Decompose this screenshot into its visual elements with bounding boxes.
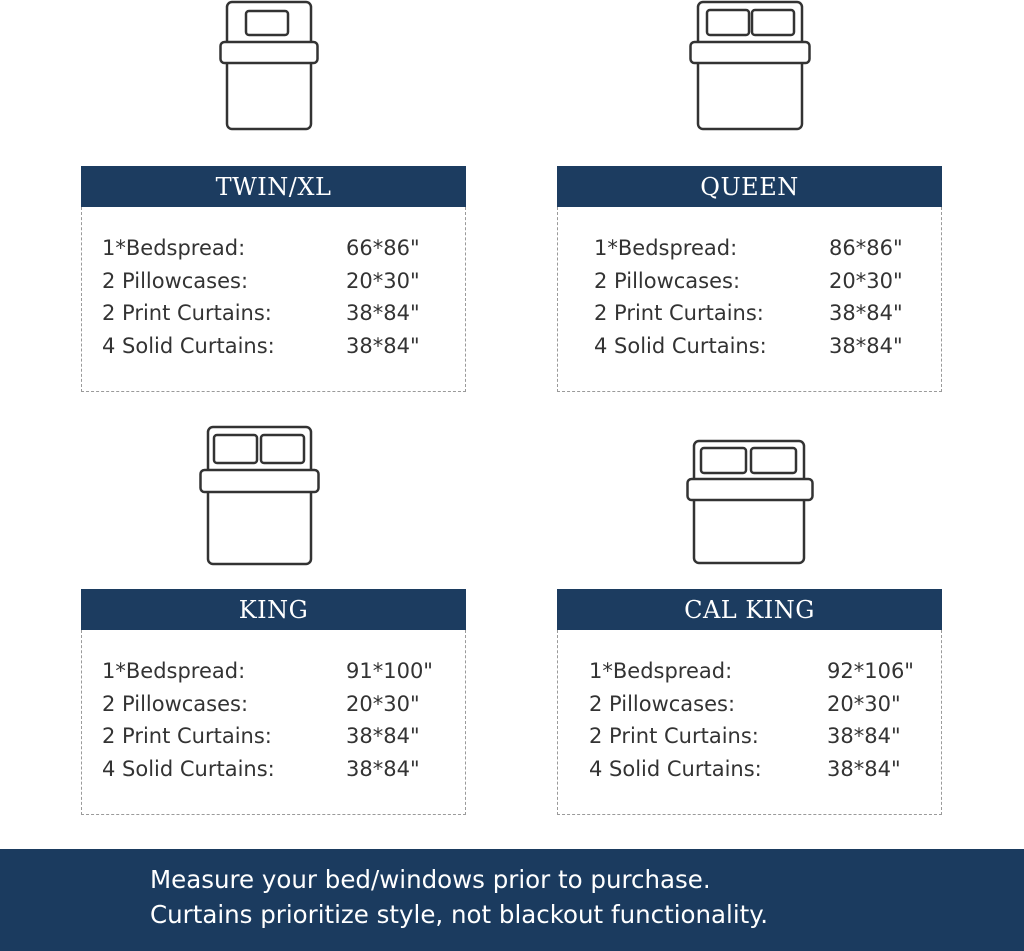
list-item: [82, 297, 465, 330]
item-size: 66*86": [346, 236, 420, 261]
card-cal-king: [557, 589, 942, 815]
king-bed-icon: [199, 425, 321, 567]
item-label: 1*Bedspread:: [102, 659, 246, 684]
list-item: [558, 232, 941, 265]
item-label: 1*Bedspread:: [594, 236, 738, 261]
size-list: [81, 630, 466, 815]
list-item: [82, 265, 465, 298]
item-size: 38*84": [829, 333, 903, 358]
item-size: 38*84": [346, 724, 420, 749]
item-size: 38*84": [827, 724, 901, 749]
list-item: [558, 720, 941, 753]
footer-line-2: Curtains prioritize style, not blackout functionality.: [150, 900, 769, 929]
list-item: [82, 753, 465, 786]
item-size: 20*30": [827, 691, 901, 716]
cal-king-bed-icon: [686, 439, 814, 566]
item-size: 20*30": [346, 691, 420, 716]
item-label: 4 Solid Curtains:: [589, 756, 762, 781]
list-item: [558, 297, 941, 330]
item-label: 2 Pillowcases:: [102, 268, 249, 293]
list-item: [558, 330, 941, 363]
list-item: [82, 232, 465, 265]
card-twin-xl: [81, 166, 466, 392]
item-label: 4 Solid Curtains:: [102, 333, 275, 358]
card-title: QUEEN: [557, 166, 942, 207]
twin-bed-icon: [219, 0, 319, 132]
list-item: [558, 688, 941, 721]
item-size: 91*100": [346, 659, 433, 684]
list-item: [558, 655, 941, 688]
item-size: 38*84": [346, 301, 420, 326]
queen-bed-icon: [689, 0, 811, 132]
item-label: 4 Solid Curtains:: [102, 756, 275, 781]
item-size: 92*106": [827, 659, 914, 684]
item-size: 38*84": [829, 301, 903, 326]
card-king: [81, 589, 466, 815]
list-item: [82, 720, 465, 753]
size-list: [81, 207, 466, 392]
item-label: 1*Bedspread:: [589, 659, 733, 684]
item-label: 2 Print Curtains:: [594, 301, 764, 326]
card-title: KING: [81, 589, 466, 630]
footer-line-1: Measure your bed/windows prior to purchase.: [150, 865, 711, 894]
item-label: 2 Pillowcases:: [589, 691, 736, 716]
list-item: [558, 753, 941, 786]
card-title: CAL KING: [557, 589, 942, 630]
item-label: 2 Print Curtains:: [589, 724, 759, 749]
item-size: 20*30": [346, 268, 420, 293]
size-list: [557, 630, 942, 815]
item-label: 2 Pillowcases:: [594, 268, 741, 293]
item-label: 2 Print Curtains:: [102, 724, 272, 749]
item-size: 86*86": [829, 236, 903, 261]
list-item: [82, 655, 465, 688]
card-title: TWIN/XL: [81, 166, 466, 207]
card-queen: [557, 166, 942, 392]
size-list: [557, 207, 942, 392]
item-label: 2 Print Curtains:: [102, 301, 272, 326]
item-label: 2 Pillowcases:: [102, 691, 249, 716]
item-label: 4 Solid Curtains:: [594, 333, 767, 358]
item-size: 38*84": [827, 756, 901, 781]
item-size: 38*84": [346, 333, 420, 358]
item-size: 20*30": [829, 268, 903, 293]
list-item: [82, 688, 465, 721]
list-item: [558, 265, 941, 298]
item-size: 38*84": [346, 756, 420, 781]
footer-banner: [0, 849, 1024, 951]
list-item: [82, 330, 465, 363]
item-label: 1*Bedspread:: [102, 236, 246, 261]
